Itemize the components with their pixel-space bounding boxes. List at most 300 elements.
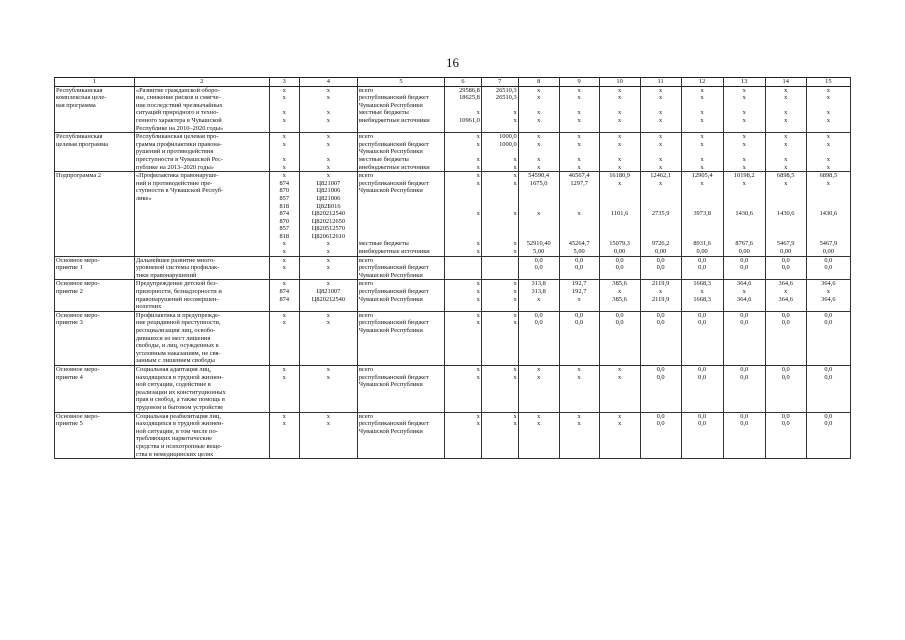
column-header: 6 <box>445 78 482 87</box>
column-header: 8 <box>518 78 559 87</box>
year-amount-cell: x <box>806 288 850 296</box>
funding-source-cell <box>357 357 444 365</box>
year-amount-cell <box>518 225 559 233</box>
year-amount-cell: 9726,2 <box>640 240 681 248</box>
table-row <box>55 233 851 241</box>
year-amount-cell <box>445 342 482 350</box>
year-amount-cell <box>640 327 681 335</box>
year-amount-cell <box>640 404 681 412</box>
table-row <box>55 272 851 280</box>
year-amount-cell: x <box>481 180 518 188</box>
year-amount-cell: x <box>445 141 482 149</box>
year-amount-cell <box>445 428 482 436</box>
year-amount-cell: 364,6 <box>806 280 850 288</box>
table-header-row <box>55 78 851 87</box>
year-amount-cell: x <box>765 109 806 117</box>
year-amount-cell: x <box>765 117 806 125</box>
year-amount-cell <box>481 443 518 451</box>
year-amount-cell <box>559 125 599 133</box>
target-article-cell <box>299 451 357 459</box>
program-type-cell <box>55 272 135 280</box>
year-amount-cell <box>640 350 681 358</box>
table-row <box>55 303 851 311</box>
target-article-cell: Ц821006 <box>299 187 357 195</box>
year-amount-cell <box>518 218 559 226</box>
table-row <box>55 327 851 335</box>
year-amount-cell: 0,0 <box>640 319 681 327</box>
year-amount-cell <box>445 435 482 443</box>
year-amount-cell: 1430,6 <box>765 210 806 218</box>
year-amount-cell: 18625,8 <box>445 94 482 102</box>
year-amount-cell: x <box>723 288 765 296</box>
year-amount-cell: x <box>445 412 482 420</box>
year-amount-cell: x <box>559 94 599 102</box>
program-type-cell <box>55 303 135 311</box>
grbs-code-cell: x <box>269 86 299 94</box>
year-amount-cell: 1430,6 <box>723 210 765 218</box>
grbs-code-cell: x <box>269 156 299 164</box>
program-name-cell: дившихся из мест лишения <box>134 335 269 343</box>
year-amount-cell <box>765 342 806 350</box>
year-amount-cell: x <box>518 94 559 102</box>
target-article-cell <box>299 125 357 133</box>
year-amount-cell <box>640 451 681 459</box>
year-amount-cell: x <box>518 156 559 164</box>
program-name-cell <box>134 248 269 256</box>
program-name-cell: свободы, и лиц, осужденных к <box>134 342 269 350</box>
year-amount-cell: x <box>518 420 559 428</box>
program-name-cell: Республике на 2010–2020 годы» <box>134 125 269 133</box>
year-amount-cell <box>481 428 518 436</box>
program-name-cell <box>134 233 269 241</box>
year-amount-cell: x <box>481 311 518 319</box>
year-amount-cell <box>765 327 806 335</box>
target-article-cell: x <box>299 156 357 164</box>
year-amount-cell <box>806 303 850 311</box>
year-amount-cell <box>445 303 482 311</box>
target-article-cell: x <box>299 256 357 264</box>
year-amount-cell <box>681 342 723 350</box>
year-amount-cell: x <box>599 180 640 188</box>
year-amount-cell: 0,0 <box>681 319 723 327</box>
year-amount-cell: x <box>518 109 559 117</box>
year-amount-cell: 0,0 <box>599 256 640 264</box>
year-amount-cell: 0,0 <box>806 264 850 272</box>
program-type-cell <box>55 435 135 443</box>
year-amount-cell <box>481 350 518 358</box>
year-amount-cell <box>599 451 640 459</box>
year-amount-cell <box>765 335 806 343</box>
year-amount-cell <box>765 125 806 133</box>
year-amount-cell: 385,6 <box>599 296 640 304</box>
target-article-cell <box>299 272 357 280</box>
target-article-cell: Ц820212540 <box>299 296 357 304</box>
table-row <box>55 443 851 451</box>
funding-source-cell <box>357 203 444 211</box>
grbs-code-cell: 870 <box>269 218 299 226</box>
program-name-cell: «Профилактика правонаруше- <box>134 172 269 180</box>
year-amount-cell <box>723 303 765 311</box>
year-amount-cell: 0,0 <box>559 311 599 319</box>
year-amount-cell: x <box>681 94 723 102</box>
year-amount-cell: 364,6 <box>723 296 765 304</box>
year-amount-cell: 2119,9 <box>640 280 681 288</box>
year-amount-cell <box>599 428 640 436</box>
target-article-cell: x <box>299 94 357 102</box>
program-type-cell <box>55 240 135 248</box>
grbs-code-cell: x <box>269 319 299 327</box>
year-amount-cell: x <box>765 133 806 141</box>
year-amount-cell <box>723 381 765 389</box>
year-amount-cell: x <box>559 156 599 164</box>
year-amount-cell <box>723 225 765 233</box>
year-amount-cell: x <box>723 164 765 172</box>
table-row <box>55 109 851 117</box>
year-amount-cell: 10961,0 <box>445 117 482 125</box>
year-amount-cell: 0,0 <box>559 256 599 264</box>
year-amount-cell: 0,0 <box>723 412 765 420</box>
grbs-code-cell <box>269 435 299 443</box>
year-amount-cell: x <box>559 133 599 141</box>
year-amount-cell <box>640 396 681 404</box>
year-amount-cell <box>481 203 518 211</box>
year-amount-cell <box>599 272 640 280</box>
target-article-cell: x <box>299 280 357 288</box>
year-amount-cell <box>445 335 482 343</box>
target-article-cell: x <box>299 109 357 117</box>
program-name-cell: прав и свобод, а также помощь в <box>134 396 269 404</box>
year-amount-cell <box>599 195 640 203</box>
year-amount-cell: x <box>445 280 482 288</box>
table-row <box>55 256 851 264</box>
year-amount-cell: x <box>445 172 482 180</box>
year-amount-cell <box>640 233 681 241</box>
year-amount-cell: x <box>481 156 518 164</box>
year-amount-cell: 10198,2 <box>723 172 765 180</box>
target-article-cell: x <box>299 240 357 248</box>
year-amount-cell: x <box>599 374 640 382</box>
year-amount-cell: 1430,6 <box>806 210 850 218</box>
table-row <box>55 240 851 248</box>
target-article-cell: x <box>299 248 357 256</box>
year-amount-cell: 0,0 <box>765 365 806 373</box>
year-amount-cell: x <box>518 374 559 382</box>
year-amount-cell: x <box>445 133 482 141</box>
year-amount-cell <box>806 233 850 241</box>
year-amount-cell <box>681 272 723 280</box>
year-amount-cell: 0,00 <box>681 248 723 256</box>
target-article-cell: x <box>299 365 357 373</box>
year-amount-cell <box>723 404 765 412</box>
year-amount-cell: 0,0 <box>681 365 723 373</box>
year-amount-cell: x <box>559 296 599 304</box>
year-amount-cell: 0,0 <box>681 374 723 382</box>
year-amount-cell <box>481 218 518 226</box>
year-amount-cell <box>599 396 640 404</box>
year-amount-cell <box>681 335 723 343</box>
year-amount-cell <box>765 225 806 233</box>
year-amount-cell: x <box>518 117 559 125</box>
program-type-cell <box>55 342 135 350</box>
year-amount-cell: x <box>806 86 850 94</box>
year-amount-cell: x <box>599 420 640 428</box>
year-amount-cell <box>640 303 681 311</box>
target-article-cell: x <box>299 164 357 172</box>
grbs-code-cell <box>269 404 299 412</box>
grbs-code-cell: x <box>269 311 299 319</box>
year-amount-cell <box>681 102 723 110</box>
program-type-cell: приятие 2 <box>55 288 135 296</box>
table-row <box>55 412 851 420</box>
program-name-cell: рушений и противодействия <box>134 148 269 156</box>
grbs-code-cell: 870 <box>269 187 299 195</box>
funding-source-cell: Чувашской Республики <box>357 327 444 335</box>
funding-source-cell: внебюджетные источники <box>357 248 444 256</box>
year-amount-cell: x <box>481 109 518 117</box>
year-amount-cell: x <box>806 164 850 172</box>
year-amount-cell <box>765 148 806 156</box>
year-amount-cell <box>806 102 850 110</box>
year-amount-cell: 0,00 <box>723 248 765 256</box>
year-amount-cell: 0,0 <box>723 256 765 264</box>
year-amount-cell: 52910,40 <box>518 240 559 248</box>
program-type-cell <box>55 327 135 335</box>
table-row <box>55 248 851 256</box>
target-article-cell: Ц821007 <box>299 288 357 296</box>
table-row <box>55 86 851 94</box>
year-amount-cell: x <box>445 210 482 218</box>
year-amount-cell <box>723 443 765 451</box>
table-row <box>55 210 851 218</box>
year-amount-cell: x <box>806 109 850 117</box>
year-amount-cell: x <box>445 311 482 319</box>
year-amount-cell <box>681 327 723 335</box>
column-header: 5 <box>357 78 444 87</box>
year-amount-cell: x <box>518 141 559 149</box>
year-amount-cell: 0,0 <box>681 311 723 319</box>
program-type-cell <box>55 404 135 412</box>
year-amount-cell: x <box>640 94 681 102</box>
grbs-code-cell <box>269 272 299 280</box>
year-amount-cell: 364,6 <box>765 280 806 288</box>
grbs-code-cell <box>269 451 299 459</box>
grbs-code-cell <box>269 443 299 451</box>
year-amount-cell <box>518 203 559 211</box>
year-amount-cell <box>806 335 850 343</box>
year-amount-cell: 1000,0 <box>481 133 518 141</box>
column-header: 11 <box>640 78 681 87</box>
grbs-code-cell: x <box>269 420 299 428</box>
year-amount-cell: 45264,7 <box>559 240 599 248</box>
funding-source-cell: всего <box>357 256 444 264</box>
funding-source-cell: всего <box>357 86 444 94</box>
year-amount-cell <box>481 233 518 241</box>
program-name-cell: реализации их конституционных <box>134 389 269 397</box>
target-article-cell <box>299 327 357 335</box>
year-amount-cell: 1668,3 <box>681 280 723 288</box>
table-row <box>55 280 851 288</box>
year-amount-cell: 0,0 <box>640 374 681 382</box>
year-amount-cell <box>481 125 518 133</box>
year-amount-cell: x <box>481 240 518 248</box>
year-amount-cell: x <box>681 109 723 117</box>
target-article-cell <box>299 435 357 443</box>
year-amount-cell <box>640 428 681 436</box>
page-number: 16 <box>446 55 459 70</box>
funding-source-cell <box>357 451 444 459</box>
year-amount-cell <box>518 350 559 358</box>
funding-source-cell <box>357 125 444 133</box>
year-amount-cell <box>681 389 723 397</box>
year-amount-cell: 0,0 <box>681 256 723 264</box>
year-amount-cell: 0,0 <box>765 374 806 382</box>
year-amount-cell <box>481 327 518 335</box>
grbs-code-cell: x <box>269 280 299 288</box>
program-name-cell <box>134 225 269 233</box>
grbs-code-cell: x <box>269 264 299 272</box>
program-name-cell: ние последствий чрезвычайных <box>134 102 269 110</box>
program-type-cell <box>55 389 135 397</box>
year-amount-cell: 0,00 <box>599 248 640 256</box>
year-amount-cell: x <box>559 374 599 382</box>
year-amount-cell: 0,00 <box>806 248 850 256</box>
year-amount-cell <box>765 203 806 211</box>
year-amount-cell <box>723 357 765 365</box>
table-row <box>55 311 851 319</box>
program-type-cell <box>55 350 135 358</box>
year-amount-cell <box>723 218 765 226</box>
grbs-code-cell: 874 <box>269 296 299 304</box>
year-amount-cell: x <box>681 117 723 125</box>
year-amount-cell: 0,0 <box>518 256 559 264</box>
year-amount-cell <box>806 225 850 233</box>
year-amount-cell: 6898,5 <box>806 172 850 180</box>
year-amount-cell: x <box>599 164 640 172</box>
year-amount-cell: x <box>481 420 518 428</box>
funding-table <box>54 77 851 459</box>
year-amount-cell <box>481 264 518 272</box>
year-amount-cell <box>518 272 559 280</box>
target-article-cell: Ц821007 <box>299 180 357 188</box>
year-amount-cell <box>640 218 681 226</box>
year-amount-cell: 12905,4 <box>681 172 723 180</box>
target-article-cell: x <box>299 420 357 428</box>
year-amount-cell: x <box>481 296 518 304</box>
year-amount-cell: 0,0 <box>723 319 765 327</box>
year-amount-cell: 5467,9 <box>806 240 850 248</box>
year-amount-cell <box>599 357 640 365</box>
year-amount-cell <box>559 335 599 343</box>
year-amount-cell <box>559 233 599 241</box>
program-name-cell <box>134 240 269 248</box>
program-name-cell: Республиканская целевая про- <box>134 133 269 141</box>
year-amount-cell: x <box>445 420 482 428</box>
year-amount-cell <box>681 404 723 412</box>
year-amount-cell <box>445 272 482 280</box>
year-amount-cell <box>481 451 518 459</box>
year-amount-cell <box>723 342 765 350</box>
grbs-code-cell <box>269 335 299 343</box>
year-amount-cell <box>518 327 559 335</box>
program-name-cell: ступности в Чувашской Респуб- <box>134 187 269 195</box>
year-amount-cell: x <box>481 288 518 296</box>
year-amount-cell: x <box>640 141 681 149</box>
program-name-cell: нолетних <box>134 303 269 311</box>
program-name-cell: занным с лишением свободы <box>134 357 269 365</box>
program-name-cell: требляющих наркотические <box>134 435 269 443</box>
funding-source-cell: республиканский бюджет <box>357 319 444 327</box>
funding-source-cell: республиканский бюджет <box>357 180 444 188</box>
year-amount-cell <box>806 428 850 436</box>
program-name-cell: ресоциализация лиц, освобо- <box>134 327 269 335</box>
program-name-cell: лике» <box>134 195 269 203</box>
year-amount-cell <box>765 303 806 311</box>
column-header: 10 <box>599 78 640 87</box>
target-article-cell <box>299 443 357 451</box>
program-type-cell <box>55 125 135 133</box>
program-name-cell: уголовным наказаниям, не свя- <box>134 350 269 358</box>
year-amount-cell <box>723 327 765 335</box>
year-amount-cell <box>445 148 482 156</box>
target-article-cell <box>299 342 357 350</box>
year-amount-cell <box>681 357 723 365</box>
target-article-cell <box>299 396 357 404</box>
year-amount-cell <box>481 102 518 110</box>
target-article-cell: x <box>299 319 357 327</box>
year-amount-cell <box>765 218 806 226</box>
program-name-cell: находящихся в трудной жизнен- <box>134 374 269 382</box>
year-amount-cell: 0,0 <box>806 365 850 373</box>
year-amount-cell <box>681 125 723 133</box>
year-amount-cell <box>806 148 850 156</box>
year-amount-cell: x <box>559 109 599 117</box>
year-amount-cell: x <box>445 109 482 117</box>
year-amount-cell: x <box>765 180 806 188</box>
year-amount-cell <box>445 233 482 241</box>
funding-source-cell: всего <box>357 311 444 319</box>
year-amount-cell: x <box>640 156 681 164</box>
program-name-cell: «Развитие гражданской оборо- <box>134 86 269 94</box>
year-amount-cell <box>765 451 806 459</box>
year-amount-cell: 364,6 <box>765 296 806 304</box>
year-amount-cell <box>481 389 518 397</box>
program-name-cell <box>134 210 269 218</box>
year-amount-cell: 385,6 <box>599 280 640 288</box>
year-amount-cell: 2119,9 <box>640 296 681 304</box>
target-article-cell <box>299 357 357 365</box>
year-amount-cell: 0,0 <box>599 264 640 272</box>
program-type-cell <box>55 164 135 172</box>
year-amount-cell <box>559 389 599 397</box>
column-header: 15 <box>806 78 850 87</box>
target-article-cell: x <box>299 141 357 149</box>
year-amount-cell: x <box>599 86 640 94</box>
funding-source-cell: республиканский бюджет <box>357 264 444 272</box>
year-amount-cell <box>559 435 599 443</box>
grbs-code-cell <box>269 148 299 156</box>
year-amount-cell: x <box>445 248 482 256</box>
year-amount-cell: x <box>681 156 723 164</box>
year-amount-cell: 0,0 <box>640 256 681 264</box>
program-type-cell <box>55 203 135 211</box>
program-type-cell: вая программа <box>55 102 135 110</box>
year-amount-cell: x <box>640 180 681 188</box>
year-amount-cell <box>518 187 559 195</box>
target-article-cell: Ц820612610 <box>299 233 357 241</box>
year-amount-cell: 0,00 <box>640 248 681 256</box>
funding-source-cell: Чувашской Республики <box>357 187 444 195</box>
funding-source-cell <box>357 335 444 343</box>
